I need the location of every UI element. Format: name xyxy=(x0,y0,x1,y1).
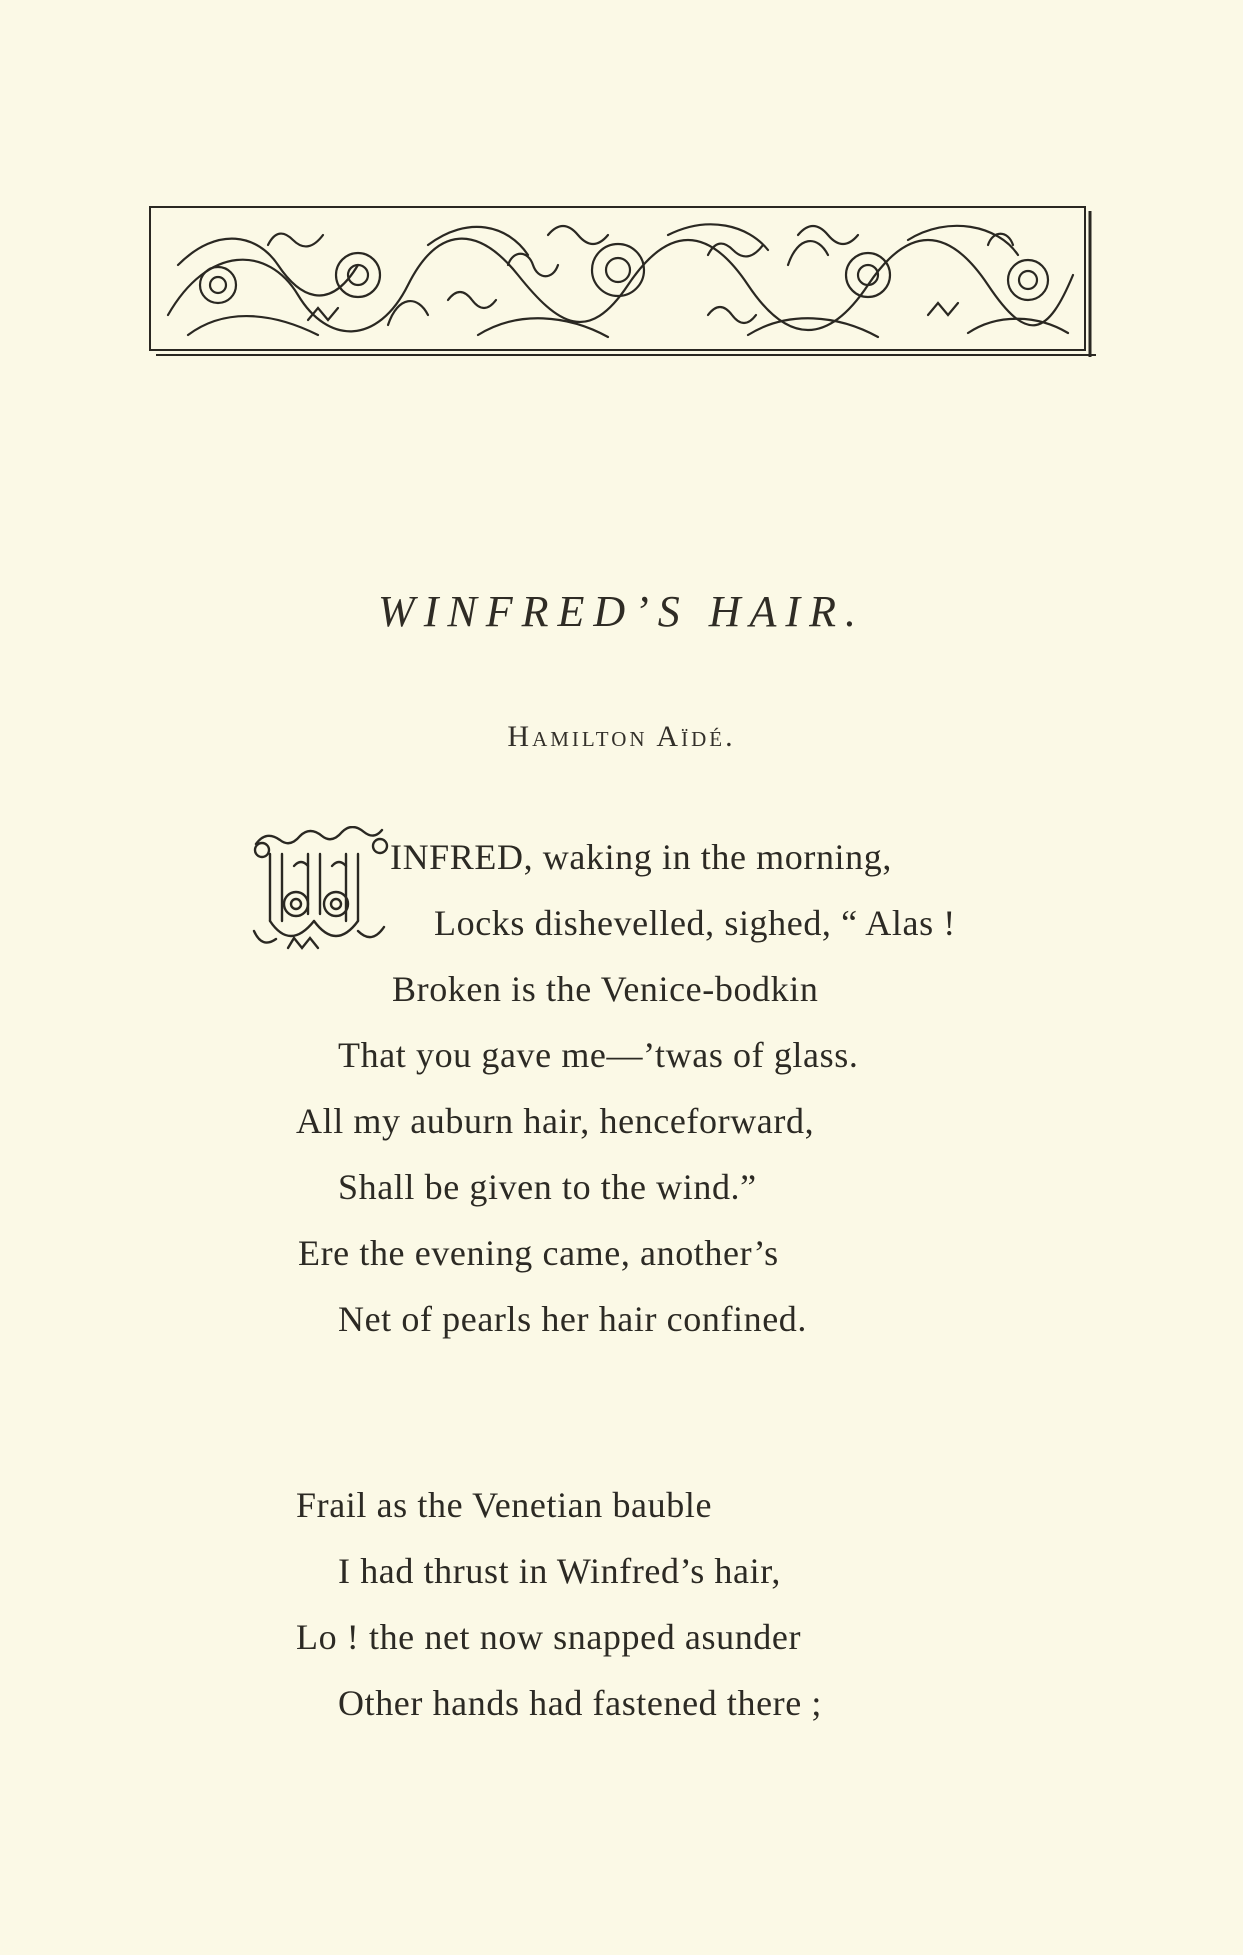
poem-line: That you gave me—’twas of glass. xyxy=(338,1035,859,1075)
floral-headpiece-icon xyxy=(148,205,1100,363)
decorated-initial-w-icon xyxy=(248,826,393,956)
poem-line: Ere the evening came, another’s xyxy=(298,1233,779,1273)
poem-line: Frail as the Venetian bauble xyxy=(296,1485,713,1525)
poem-line: Shall be given to the wind.” xyxy=(338,1167,757,1207)
poem-line: All my auburn hair, henceforward, xyxy=(296,1101,815,1141)
poem-title: WINFRED’S HAIR. xyxy=(378,587,865,636)
poem-line: Lo ! the net now snapped asunder xyxy=(296,1617,802,1657)
poem-author: Hamilton Aïdé. xyxy=(507,720,736,753)
poem-line: Locks dishevelled, sighed, “ Alas ! xyxy=(434,903,956,943)
poem-line: Broken is the Venice-bodkin xyxy=(392,969,819,1009)
poem-line: I had thrust in Winfred’s hair, xyxy=(338,1551,781,1591)
poem-line: INFRED, waking in the morning, xyxy=(390,837,892,877)
poem-line: Net of pearls her hair confined. xyxy=(338,1299,808,1339)
poem-line: Other hands had fastened there ; xyxy=(338,1683,823,1723)
